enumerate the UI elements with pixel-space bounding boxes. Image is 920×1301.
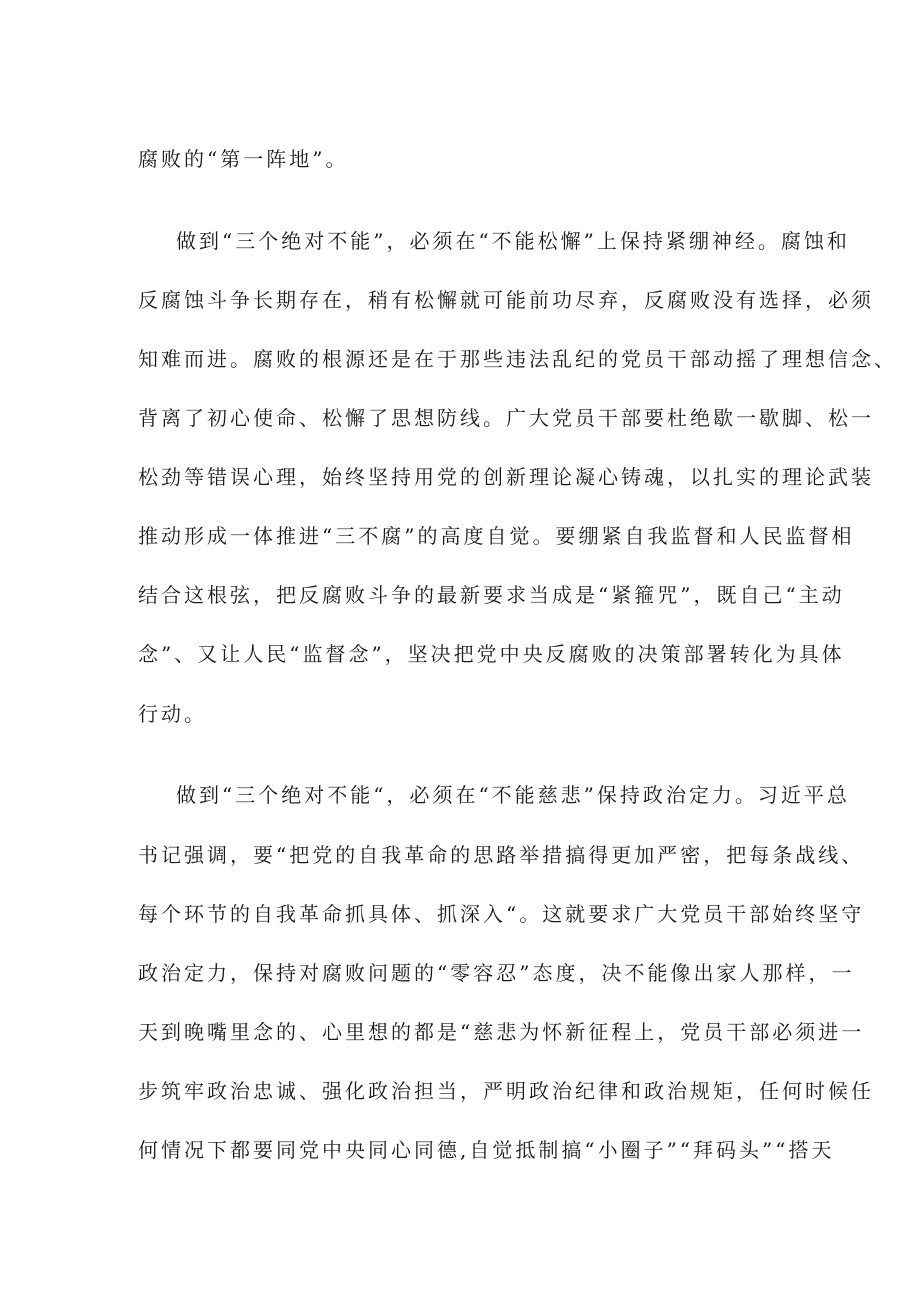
paragraph-line: 腐败的“第一阵地”。	[138, 147, 349, 171]
paragraph-line: 每个环节的自我革命抓具体、抓深入“。这就要求广大党员干部始终坚守	[138, 902, 865, 926]
paragraph-line: 政治定力，保持对腐败问题的“零容忍”态度，决不能像出家人那样，一	[138, 961, 855, 985]
paragraph-line: 反腐蚀斗争长期存在，稍有松懈就可能前功尽弃，反腐败没有选择，必须	[138, 288, 874, 312]
paragraph-line: 做到“三个绝对不能“，必须在“不能慈悲”保持政治定力。习近平总	[176, 783, 850, 807]
paragraph-line: 何情况下都要同党中央同心同德,自觉抵制搞“小圈子”“拜码头”“搭天	[138, 1138, 835, 1162]
paragraph-line: 步筑牢政治忠诚、强化政治担当，严明政治纪律和政治规矩，任何时候任	[138, 1079, 874, 1103]
paragraph-line: 做到“三个绝对不能”，必须在“不能松懈”上保持紧绷神经。腐蚀和	[176, 229, 850, 253]
paragraph-line: 结合这根弦，把反腐败斗争的最新要求当成是“紧箍咒”，既自己“主动	[138, 583, 845, 607]
paragraph-line: 知难而进。腐败的根源还是在于那些违法乱纪的党员干部动摇了理想信念、	[138, 347, 897, 371]
paragraph-line: 书记强调，要“把党的自我革命的思路举措搞得更加严密，把每条战线、	[138, 843, 865, 867]
paragraph-line: 背离了初心使命、松懈了思想防线。广大党员干部要杜绝歇一歇脚、松一	[138, 406, 874, 430]
paragraph-line: 念”、又让人民“监督念”，坚决把党中央反腐败的决策部署转化为具体	[138, 642, 845, 666]
paragraph-line: 松劲等错误心理，始终坚持用党的创新理论凝心铸魂，以扎实的理论武装	[138, 465, 874, 489]
paragraph-line: 推动形成一体推进“三不腐”的高度自觉。要绷紧自我监督和人民监督相	[138, 524, 855, 548]
paragraph-line: 天到晚嘴里念的、心里想的都是“慈悲为怀新征程上，党员干部必须进一	[138, 1020, 865, 1044]
paragraph-line: 行动。	[138, 702, 207, 726]
